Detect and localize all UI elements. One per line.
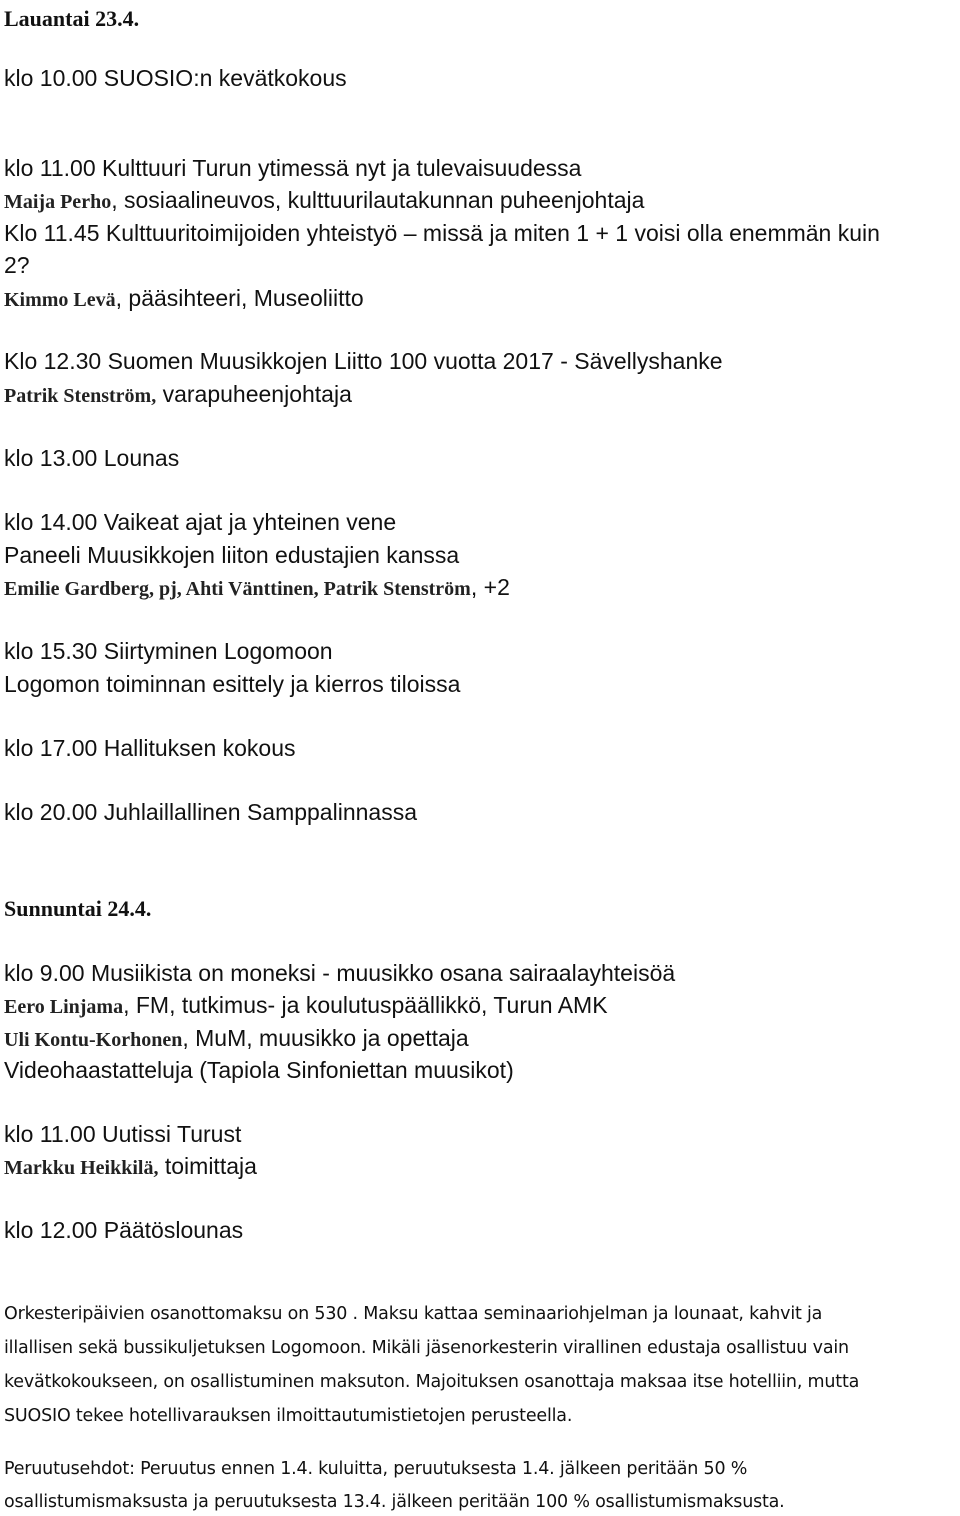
speaker-perho [4, 185, 644, 217]
speaker-heikkila [4, 1151, 257, 1183]
speaker-leva [4, 283, 364, 315]
saturday-heading: Lauantai 23.4. [4, 6, 140, 31]
agenda-item-musiikki: klo 9.00 Musiikista on moneksi - muusikko osana sairaalayhteisöä [4, 960, 676, 986]
speaker-role: varapuheenjohtaja [156, 381, 352, 407]
speaker-role: , MuM, muusikko ja opettaja [182, 1025, 469, 1051]
agenda-item-siirtyminen: klo 15.30 Siirtyminen Logomoon [4, 638, 333, 664]
panel-speakers [4, 572, 510, 604]
agenda-item-kulttuuri: klo 11.00 Kulttuuri Turun ytimessä nyt ja tulevaisuudessa [4, 155, 582, 181]
cancellation-terms-line: osallistumismaksusta ja peruutuksesta 13.4. jälkeen peritään 100 % osallistumismaksusta. [4, 1492, 785, 1512]
agenda-item-liitto: Klo 12.30 Suomen Muusikkojen Liitto 100 vuotta 2017 - Sävellyshanke [4, 348, 723, 374]
agenda-item-paatoslounas: klo 12.00 Päätöslounas [4, 1217, 244, 1243]
speaker-role: , FM, tutkimus- ja koulutuspäällikkö, Turun AMK [123, 992, 608, 1018]
agenda-item-lounas: klo 13.00 Lounas [4, 445, 180, 471]
speaker-name: Uli Kontu-Korhonen [4, 1029, 183, 1051]
speaker-name: Maija Perho [4, 191, 112, 213]
fee-paragraph-line: illallisen sekä bussikuljetuksen Logomoon. Mikäli jäsenorkesterin virallinen edustaja osallistuu vain [4, 1338, 849, 1358]
speaker-name: Patrik Stenström, [4, 385, 157, 407]
agenda-item-vaikeat: klo 14.00 Vaikeat ajat ja yhteinen vene [4, 509, 397, 535]
agenda-item-yhteistyo: Klo 11.45 Kulttuuritoimijoiden yhteistyö – missä ja miten 1 + 1 voisi olla enemmän kuin [4, 220, 880, 246]
sunday-heading: Sunnuntai 24.4. [4, 896, 152, 921]
agenda-item-juhla: klo 20.00 Juhlaillallinen Samppalinnassa [4, 799, 417, 825]
agenda-item-uutissi: klo 11.00 Uutissi Turust [4, 1121, 242, 1147]
cancellation-terms-line: Peruutusehdot: Peruutus ennen 1.4. kuluitta, peruutuksesta 1.4. jälkeen peritään 50 % [4, 1459, 748, 1479]
agenda-item-paneeli: Paneeli Muusikkojen liiton edustajien kanssa [4, 542, 460, 568]
speaker-stenstrom [4, 379, 352, 411]
fee-paragraph-line: Orkesteripäivien osanottomaksu on 530 . Maksu kattaa seminaariohjelman ja lounaat, kahvit ja [4, 1304, 823, 1324]
agenda-item-video: Videohaastatteluja (Tapiola Sinfoniettan muusikot) [4, 1057, 514, 1083]
panel-extra: , +2 [470, 574, 510, 600]
speaker-role: , sosiaalineuvos, kulttuurilautakunnan puheenjohtaja [111, 187, 645, 213]
fee-paragraph-line: SUOSIO tekee hotellivarauksen ilmoittautumistietojen perusteella. [4, 1406, 573, 1426]
speaker-linjama [4, 990, 608, 1022]
agenda-item-hallitus: klo 17.00 Hallituksen kokous [4, 735, 296, 761]
speaker-name: Eero Linjama [4, 996, 124, 1018]
agenda-item-kevatkokous: klo 10.00 SUOSIO:n kevätkokous [4, 65, 347, 91]
speaker-role: , pääsihteeri, Museoliitto [115, 285, 364, 311]
speaker-name: Kimmo Levä [4, 289, 116, 311]
agenda-item-logomo: Logomon toiminnan esittely ja kierros tiloissa [4, 671, 461, 697]
panel-names: Emilie Gardberg, pj, Ahti Vänttinen, Patrik Stenström [4, 578, 471, 600]
speaker-name: Markku Heikkilä, [4, 1157, 159, 1179]
speaker-kontu [4, 1023, 469, 1055]
fee-paragraph-line: kevätkokoukseen, on osallistuminen maksuton. Majoituksen osanottaja maksaa itse hotelliin, mutta [4, 1372, 860, 1392]
speaker-role: toimittaja [158, 1153, 257, 1179]
agenda-item-yhteistyo-cont: 2? [4, 252, 30, 278]
